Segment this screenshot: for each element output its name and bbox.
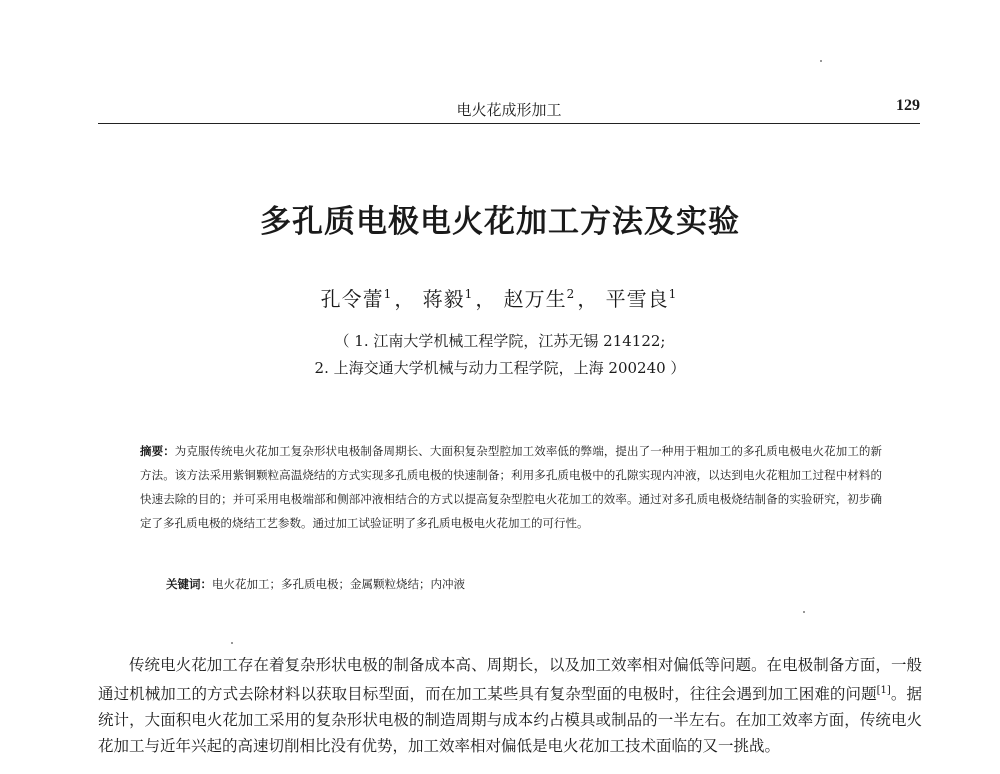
scan-speck: [231, 642, 233, 644]
body-text-part: 传统电火花加工存在着复杂形状电极的制备成本高、周期长，以及加工效率相对偏低等问题。在电极制备方面，一般通过机械加工的方式去除材料以获取目标型面，而在加工某些具有复杂型面的电极时，往往会遇到加工困难的问题: [98, 656, 922, 704]
author-name: 平雪良: [605, 287, 669, 311]
keywords-text: 电火花加工；多孔质电极；金属颗粒烧结；内冲液: [212, 577, 465, 591]
author-affil-mark: 2: [566, 287, 576, 301]
body-paragraph: [98, 652, 922, 759]
paper-title: 多孔质电极电火花加工方法及实验: [260, 204, 740, 240]
citation-mark: [1]: [876, 685, 891, 696]
scan-speck: [820, 60, 822, 62]
body-text: [98, 652, 922, 759]
abstract: [140, 439, 882, 535]
body-text-part: 。据统计，大面积电火花加工采用的复杂形状电极的制造周期与成本约占模具或制品的一半左右。在加工效率方面，传统电火花加工与近年兴起的高速切削相比没有优势，加工效率相对偏低是电火花加工技术面临的又一挑战。: [98, 685, 922, 756]
keywords: [166, 576, 465, 592]
author-list: [0, 283, 1000, 312]
author-affil-mark: 1: [464, 287, 474, 301]
affiliation-2: 2. 上海交通大学机械与动力工程学院，上海 200240 ）: [314, 359, 686, 377]
page-number: 129: [896, 97, 920, 114]
affiliation-1: （ 1. 江南大学机械工程学院，江苏无锡 214122;: [334, 332, 666, 350]
abstract-label: 摘要：: [140, 444, 175, 458]
author-name: 赵万生: [503, 287, 567, 311]
author-separator: ，: [577, 287, 599, 311]
author-separator: ，: [475, 287, 497, 311]
author-separator: ，: [394, 287, 416, 311]
abstract-text: 为克服传统电火花加工复杂形状电极制备周期长、大面积复杂型腔加工效率低的弊端，提出了一种用于粗加工的多孔质电极电火花加工的新方法。该方法采用紫铜颗粒高温烧结的方式实现多孔质电极的快速制备；利用多孔质电极中的孔隙实现内冲液，以达到电火花粗加工过程中材料的快速去除的目的；并可采用电极端部和侧部冲液相结合的方式以提高复杂型腔电火花加工的效率。通过对多孔质电极烧结制备的实验研究，初步确定了多孔质电极的烧结工艺参数。通过加工试验证明了多孔质电极电火花加工的可行性。: [140, 444, 883, 530]
keywords-label: 关键词：: [166, 577, 212, 591]
author-affil-mark: 1: [383, 287, 393, 301]
author-name: 蒋毅: [422, 287, 465, 311]
scan-speck: [803, 611, 805, 613]
running-header: [98, 97, 920, 124]
author-name: 孔令蕾: [320, 287, 384, 311]
author-affil-mark: 1: [668, 287, 678, 301]
running-title: 电火花成形加工: [456, 101, 562, 119]
